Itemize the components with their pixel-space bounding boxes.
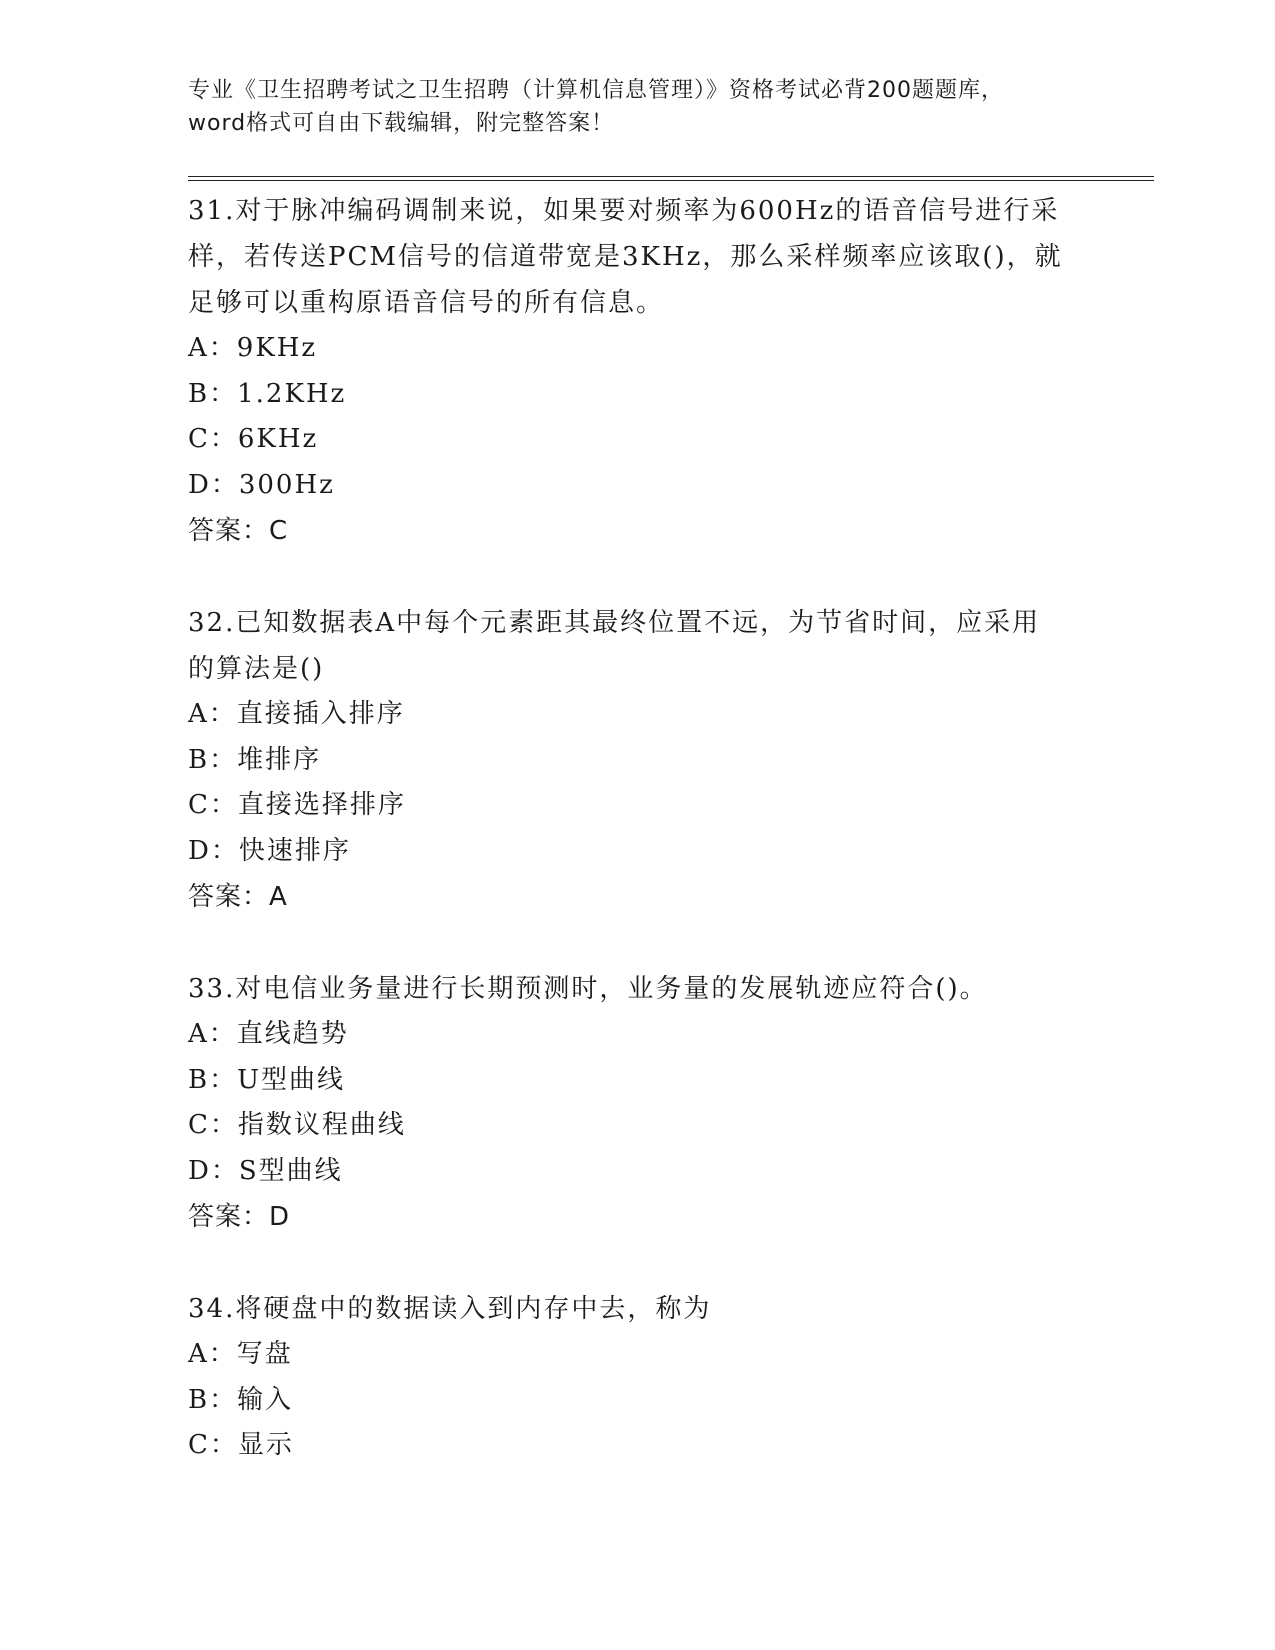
question-33 [188,966,1088,1240]
option-d: D：快速排序 [188,835,351,866]
answer: 答案：A [188,882,288,912]
option-c: C：指数议程曲线 [188,1110,406,1140]
answer: 答案：C [188,516,289,546]
question-text: 31.对于脉冲编码调制来说，如果要对频率为600Hz的语音信号进行采样，若传送PCM信号的信道带宽是3KHz，那么采样频率应该取()，就足够可以重构原语音信号的所有信息。 [188,196,1063,318]
option-a: A：直接插入排序 [188,699,405,729]
option-a: A：9KHz [188,333,318,363]
header-line-2: word格式可自由下载编辑，附完整答案！ [188,111,615,136]
question-list [188,188,1088,1515]
question-32 [188,600,1088,920]
option-a: A：写盘 [188,1339,293,1369]
option-c: C：显示 [188,1430,294,1460]
option-b: B：1.2KHz [188,378,347,409]
question-text: 33.对电信业务量进行长期预测时，业务量的发展轨迹应符合()。 [188,974,988,1004]
option-a: A：直线趋势 [188,1019,349,1049]
header-line-1: 专业《卫生招聘考试之卫生招聘（计算机信息管理）》资格考试必背200题题库， [188,78,1004,103]
option-c: C：直接选择排序 [188,790,406,820]
question-text: 32.已知数据表A中每个元素距其最终位置不远，为节省时间，应采用的算法是() [188,608,1041,684]
option-d: D：S型曲线 [188,1155,343,1186]
option-d: D：300Hz [188,469,335,500]
question-text: 34.将硬盘中的数据读入到内存中去，称为 [188,1294,712,1324]
question-31 [188,188,1088,554]
header-divider [188,176,1154,181]
option-b: B：U型曲线 [188,1064,346,1095]
option-b: B：输入 [188,1384,294,1415]
option-b: B：堆排序 [188,744,322,775]
answer: 答案：D [188,1202,291,1232]
option-c: C：6KHz [188,424,319,454]
document-header [188,74,1088,140]
question-34 [188,1286,1088,1469]
